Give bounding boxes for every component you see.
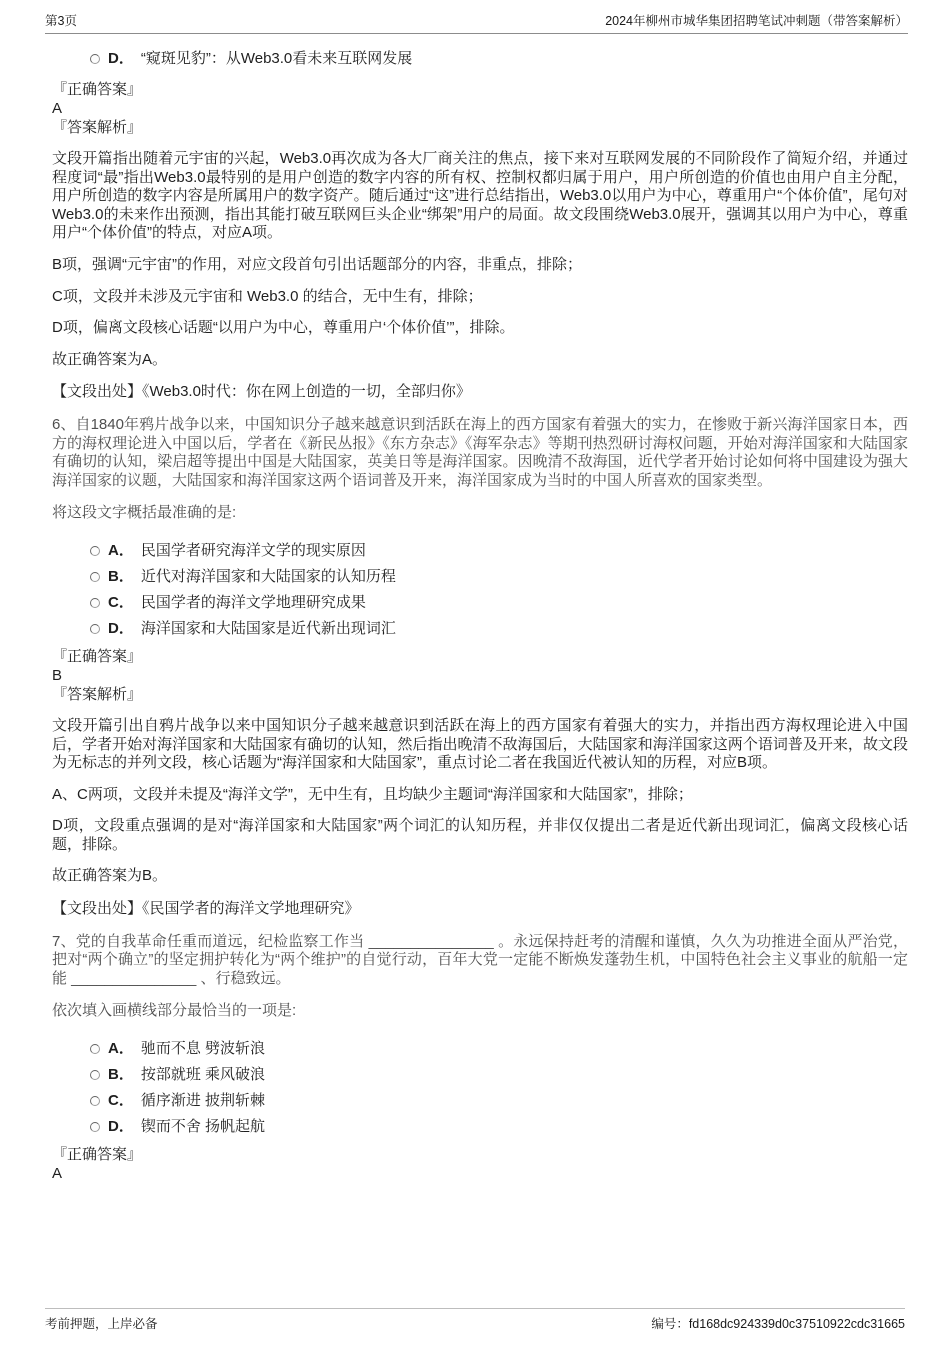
option-letter: D．: [108, 1117, 134, 1135]
correct-answer-label: 『正确答案』: [52, 81, 143, 98]
analysis-paragraph: 文段开篇指出随着元宇宙的兴起，Web3.0再次成为各大厂商关注的焦点，接下来对互联网发展的不同阶段作了简短介绍，并通过程度词“最”指出Web3.0最特别的是用户创造的数字内容的所有权、控制权都归属于用户，用户所创造的价值也由用户自主分配，用户所创造的数字内容是所属用户的数字资产。随后通过“这”进行总结指出，Web3.0以用户为中心，尊重用户“个体价值”，尾句对Web3.0的未来作出预测，指出其能打破互联网巨头企业“绑架”用户的局面。故文段围绕Web3.0展开，强调其以用户为中心，尊重用户“个体价值”的特点，对应A项。: [52, 150, 908, 242]
correct-answer-value: B: [52, 666, 63, 684]
option-letter: D．: [108, 619, 134, 637]
option-letter: A．: [108, 541, 134, 559]
analysis-paragraph: 文段开篇引出自鸦片战争以来中国知识分子越来越意识到活跃在海上的西方国家有着强大的实力，并指出西方海权理论进入中国后，学者开始对海洋国家和大陆国家有确切的认知，然后指出晚清不敌海国后，大陆国家和海洋国家这两个语词普及开来，故文段为无标志的并列文段，核心话题为“海洋国家和大陆国家”，重点讨论二者在我国近代被认知的历程，对应B项。: [52, 716, 908, 772]
radio-button[interactable]: [90, 1096, 100, 1106]
page-content: [52, 42, 908, 1183]
analysis-label: 『答案解析』: [52, 119, 143, 136]
option-text: 海洋国家和大陆国家是近代新出现词汇: [140, 619, 396, 637]
option-letter: A．: [108, 1039, 134, 1057]
question-7-stem: 7、党的自我革命任重而道远，纪检监察工作当 _______________ 。永远保持赶考的清醒和谨慎，久久为功推进全面从严治党，把对“两个确立”的坚定拥护转化为“两个维护”的自觉行动，百年大党一定能不断焕发蓬勃生机，中国特色社会主义事业的航船一定能 _______________ 、行稳致远。: [52, 932, 908, 987]
option-letter: B．: [108, 567, 134, 585]
radio-button[interactable]: [90, 624, 100, 634]
answer-option-d: [90, 1114, 908, 1140]
analysis-paragraph: C项，文段并未涉及元宇宙和 Web3.0 的结合，无中生有，排除；: [52, 287, 483, 305]
option-letter: C．: [108, 593, 134, 611]
question-6-options: [52, 538, 908, 642]
radio-button[interactable]: [90, 1122, 100, 1132]
page-number: 第3页: [45, 14, 77, 28]
answer-option-a: [90, 538, 908, 564]
option-text: “窥斑见豹”：从Web3.0看未来互联网发展: [140, 49, 413, 67]
option-letter: C．: [108, 1091, 134, 1109]
option-letter: D．: [108, 49, 134, 67]
page-header: [45, 11, 908, 34]
page-footer: [45, 1308, 905, 1332]
question-7-prompt: 依次填入画横线部分最恰当的一项是:: [52, 1002, 297, 1020]
option-text: 按部就班 乘风破浪: [140, 1065, 266, 1083]
question-6-prompt: 将这段文字概括最准确的是:: [52, 504, 237, 522]
correct-answer-value: A: [52, 100, 63, 117]
footer-slogan: 考前押题，上岸必备: [45, 1317, 158, 1331]
answer-option-c: [90, 1088, 908, 1114]
radio-button[interactable]: [90, 1070, 100, 1080]
analysis-paragraph: A、C两项，文段并未提及“海洋文学”，无中生有，且均缺少主题词“海洋国家和大陆国家”，排除；: [52, 785, 693, 803]
option-text: 驰而不息 劈波斩浪: [140, 1039, 266, 1057]
correct-answer-label: 『正确答案』: [52, 647, 143, 665]
question-6-stem: 6、自1840年鸦片战争以来，中国知识分子越来越意识到活跃在海上的西方国家有着强大的实力，在惨败于新兴海洋国家日本，西方的海权理论进入中国以后，学者在《新民丛报》《东方杂志》《海军杂志》等期刊热烈研讨海权问题，开始对海洋国家和大陆国家有确切的认知，梁启超等提出中国是大陆国家，英美日等是海洋国家。因晚清不敌海国，近代学者开始讨论如何将中国建设为强大海洋国家的议题，大陆国家和海洋国家这两个语词普及开来，海洋国家成为当时的中国人所喜欢的国家类型。: [52, 415, 908, 489]
question-7-options: [52, 1036, 908, 1140]
analysis-conclusion: 故正确答案为A。: [52, 350, 168, 368]
analysis-paragraph: B项，强调“元宇宙”的作用，对应文段首句引出话题部分的内容，非重点，排除；: [52, 255, 582, 273]
correct-answer-label: 『正确答案』: [52, 1146, 143, 1164]
radio-button[interactable]: [90, 572, 100, 582]
option-text: 民国学者研究海洋文学的现实原因: [140, 541, 366, 559]
doc-title: 2024年柳州市城华集团招聘笔试冲刺题（带答案解析）: [605, 14, 908, 28]
answer-option-d: [90, 46, 908, 72]
analysis-conclusion: 故正确答案为B。: [52, 867, 168, 885]
answer-option-b: [90, 564, 908, 590]
answer-option-a: [90, 1036, 908, 1062]
radio-button[interactable]: [90, 1044, 100, 1054]
option-text: 循序渐进 披荆斩棘: [140, 1091, 266, 1109]
analysis-paragraph: D项，偏离文段核心话题“以用户为中心，尊重用户‘个体价值’”，排除。: [52, 319, 515, 337]
option-letter: B．: [108, 1065, 134, 1083]
answer-option-c: [90, 590, 908, 616]
radio-button[interactable]: [90, 54, 100, 64]
radio-button[interactable]: [90, 546, 100, 556]
correct-answer-value: A: [52, 1165, 63, 1183]
radio-button[interactable]: [90, 598, 100, 608]
option-text: 近代对海洋国家和大陆国家的认知历程: [140, 567, 396, 585]
answer-option-d: [90, 616, 908, 642]
analysis-label: 『答案解析』: [52, 685, 143, 703]
footer-serial: 编号：fd168dc924339d0c37510922cdc31665: [651, 1317, 905, 1331]
analysis-paragraph: D项，文段重点强调的是对“海洋国家和大陆国家”两个词汇的认知历程，并非仅仅提出二者是近代新出现词汇，偏离文段核心话题，排除。: [52, 817, 908, 853]
option-text: 锲而不舍 扬帆起航: [140, 1117, 266, 1135]
answer-option-b: [90, 1062, 908, 1088]
source-line: 【文段出处】《民国学者的海洋文学地理研究》: [52, 900, 360, 918]
source-line: 【文段出处】《Web3.0时代：你在网上创造的一切，全部归你》: [52, 383, 471, 401]
option-text: 民国学者的海洋文学地理研究成果: [140, 593, 366, 611]
